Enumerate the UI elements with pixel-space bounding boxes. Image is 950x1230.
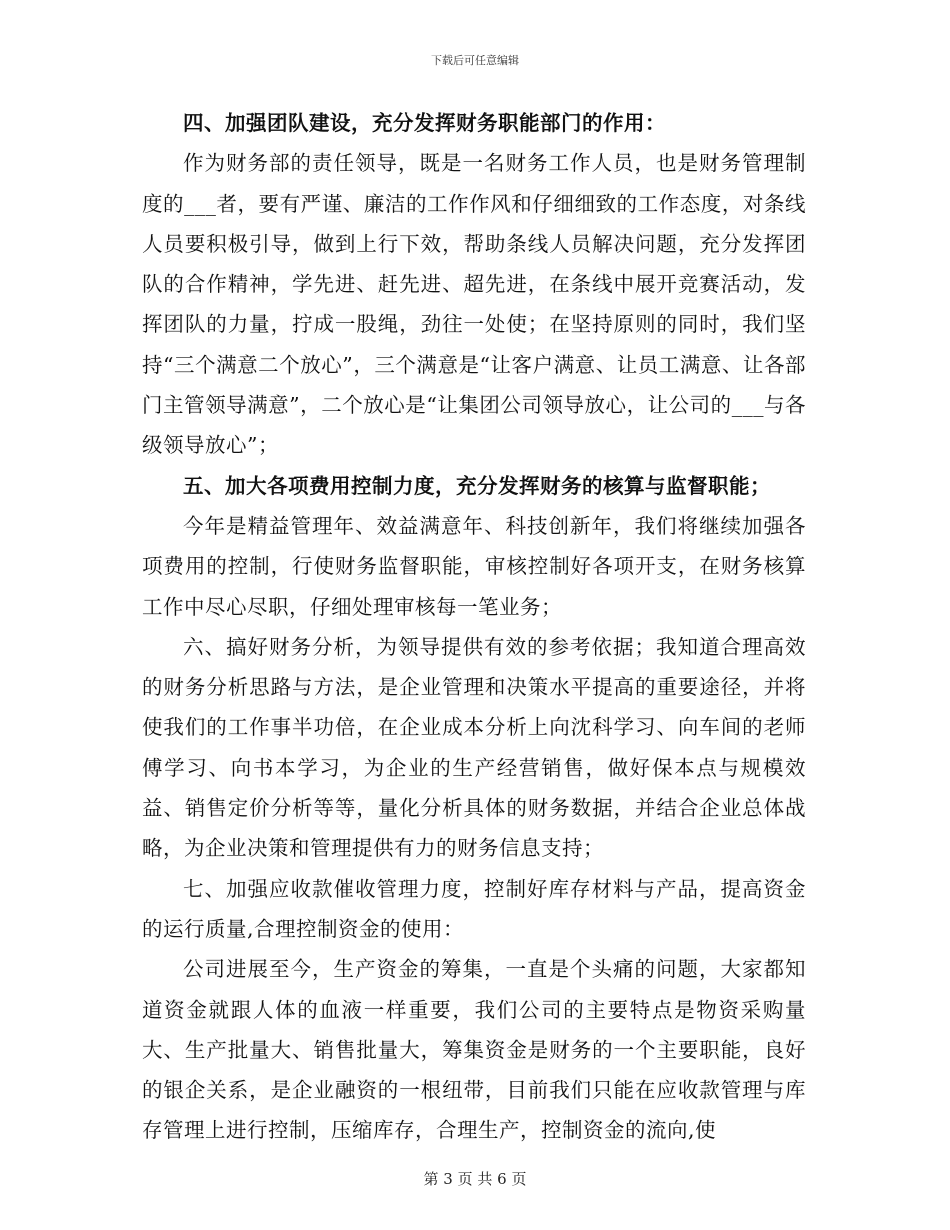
- body-paragraph: 今年是精益管理年、效益满意年、科技创新年，我们将继续加强各项费用的控制，行使财务监督职能，审核控制好各项开支，在财务核算工作中尽心尽职，仔细处理审核每一笔业务；: [142, 513, 806, 619]
- body-paragraph: 公司进展至今，生产资金的筹集，一直是个头痛的问题，大家都知道资金就跟人体的血液一样重要，我们公司的主要特点是物资采购量大、生产批量大、销售批量大，筹集资金是财务的一个主要职能，良好的银企关系，是企业融资的一根纽带，目前我们只能在应收款管理与库存管理上进行控制，压缩库存，合理生产，控制资金的流向,使: [142, 957, 806, 1143]
- page-header: 下载后可任意编辑: [431, 54, 519, 67]
- body-paragraph: 作为财务部的责任领导，既是一名财务工作人员，也是财务管理制度的___者，要有严谨、廉洁的工作作风和仔细细致的工作态度，对条线人员要积极引导，做到上行下效，帮助条线人员解决问题，充分发挥团队的合作精神，学先进、赶先进、超先进，在条线中展开竞赛活动，发挥团队的力量，拧成一股绳，劲往一处使；在坚持原则的同时，我们坚持“三个满意二个放心”，三个满意是“让客户满意、让员工满意、让各部门主管领导满意”，二个放心是“让集团公司领导放心，让公司的___与各级领导放心”；: [142, 151, 806, 458]
- section-heading-4: 四、加强团队建设，充分发挥财务职能部门的作用：: [183, 111, 666, 135]
- body-paragraph: 七、加强应收款催收管理力度，控制好库存材料与产品，提高资金的运行质量,合理控制资金的使用：: [142, 876, 806, 941]
- section-heading-5: 五、加大各项费用控制力度，充分发挥财务的核算与监督职能；: [183, 473, 771, 498]
- body-paragraph: 六、搞好财务分析，为领导提供有效的参考依据；我知道合理高效的财务分析思路与方法，是企业管理和决策水平提高的重要途径，并将使我们的工作事半功倍，在企业成本分析上向沈科学习、向车间的老师傅学习、向书本学习，为企业的生产经营销售，做好保本点与规模效益、销售定价分析等等，量化分析具体的财务数据，并结合企业总体战略，为企业决策和管理提供有力的财务信息支持；: [142, 634, 806, 861]
- document-body: [142, 103, 806, 1151]
- page-number: 第 3 页 共 6 页: [423, 1170, 527, 1188]
